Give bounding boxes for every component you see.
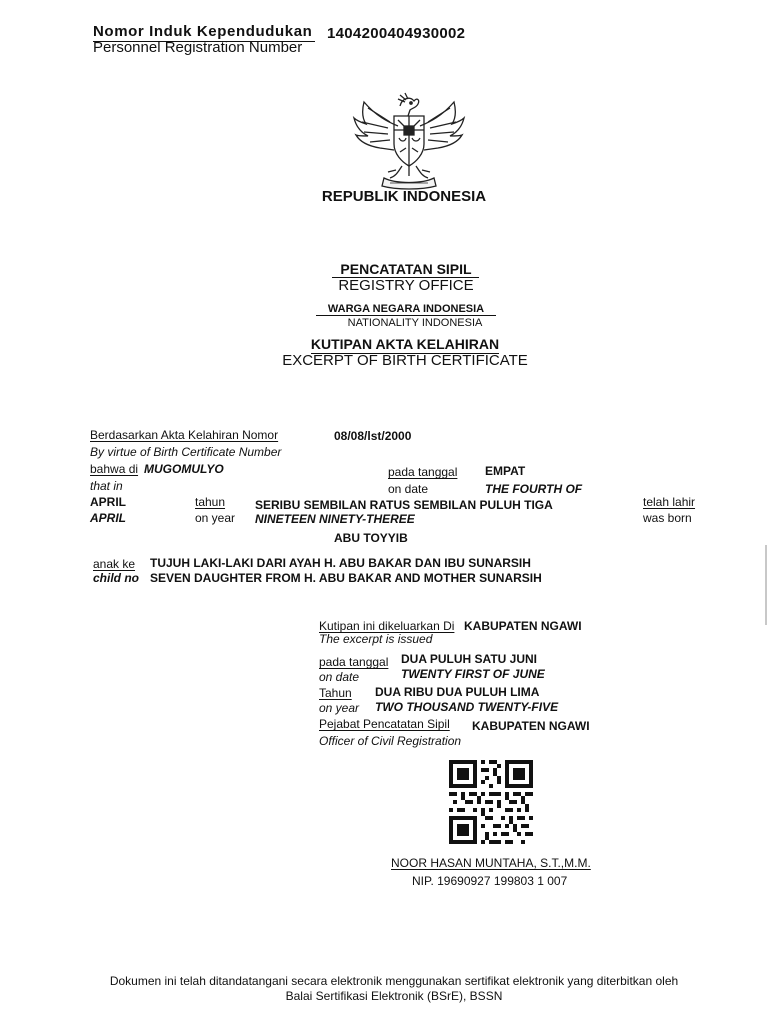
date-value: EMPAT	[485, 464, 526, 478]
year-label-en: on year	[195, 511, 236, 525]
footer-line-2: Balai Sertifikasi Elektronik (BSrE), BSSN	[285, 989, 503, 1003]
certificate-number: 08/08/lst/2000	[334, 429, 412, 443]
page-edge-mark	[765, 545, 767, 625]
born-label-en: was born	[643, 511, 692, 525]
country-title: REPUBLIK INDONESIA	[321, 188, 487, 205]
nik-value: 1404200404930002	[327, 25, 466, 42]
office-title: PENCATATAN SIPIL	[340, 261, 472, 277]
year-value: SERIBU SEMBILAN RATUS SEMBILAN PULUH TIGA	[255, 498, 553, 512]
year-label: tahun	[195, 495, 226, 509]
date-value-en: THE FOURTH OF	[485, 482, 583, 496]
nik-label: Nomor Induk Kependudukan	[93, 23, 313, 40]
place-label-en: that in	[90, 479, 123, 493]
footer-line-1: Dokumen ini telah ditandatangani secara elektronik menggunakan sertifikat elektronik yang diterbitkan oleh	[109, 974, 679, 988]
child-order-label: anak ke	[93, 557, 136, 571]
issue-year-value-en: TWO THOUSAND TWENTY-FIVE	[375, 700, 559, 714]
garuda-emblem-icon	[350, 92, 468, 190]
nationality-title: WARGA NEGARA INDONESIA	[327, 303, 485, 315]
issued-label-en: The excerpt is issued	[319, 632, 433, 646]
nationality-title-en: NATIONALITY INDONESIA	[347, 317, 483, 329]
signatory-name: NOOR HASAN MUNTAHA, S.T.,M.M.	[391, 856, 591, 870]
issue-year-label: Tahun	[319, 686, 352, 700]
date-label-en: on date	[388, 482, 429, 496]
signatory-nip: NIP. 19690927 199803 1 007	[412, 874, 568, 888]
month-value: APRIL	[90, 495, 126, 509]
place-value: MUGOMULYO	[144, 462, 224, 476]
office-title-en: REGISTRY OFFICE	[338, 277, 474, 294]
born-label: telah lahir	[643, 495, 696, 509]
nik-label-en: Personnel Registration Number	[93, 39, 303, 56]
issue-date-value-en: TWENTY FIRST OF JUNE	[401, 667, 545, 681]
officer-value: KABUPATEN NGAWI	[472, 719, 590, 733]
month-value-en: APRIL	[90, 511, 126, 525]
child-order-value-en: SEVEN DAUGHTER FROM H. ABU BAKAR AND MOTHER SUNARSIH	[150, 571, 542, 585]
issue-year-label-en: on year	[319, 701, 360, 715]
officer-label: Pejabat Pencatatan Sipil	[319, 717, 450, 731]
document-title-en: EXCERPT OF BIRTH CERTIFICATE	[282, 352, 528, 369]
nationality-underline	[316, 315, 496, 316]
child-order-label-en: child no	[93, 571, 139, 585]
issued-value: KABUPATEN NGAWI	[464, 619, 582, 633]
based-on-label-en: By virtue of Birth Certificate Number	[90, 445, 282, 459]
qr-code-icon	[449, 760, 533, 844]
child-order-value: TUJUH LAKI-LAKI DARI AYAH H. ABU BAKAR DAN IBU SUNARSIH	[150, 556, 531, 570]
based-on-label: Berdasarkan Akta Kelahiran Nomor	[90, 428, 279, 442]
issue-date-label-en: on date	[319, 670, 360, 684]
officer-label-en: Officer of Civil Registration	[319, 734, 462, 748]
date-label: pada tanggal	[388, 465, 458, 479]
year-value-en: NINETEEN NINETY-THEREE	[255, 512, 415, 526]
issue-date-value: DUA PULUH SATU JUNI	[401, 652, 538, 666]
issue-date-label: pada tanggal	[319, 655, 389, 669]
issued-label: Kutipan ini dikeluarkan Di	[319, 619, 455, 633]
issue-year-value: DUA RIBU DUA PULUH LIMA	[375, 685, 540, 699]
place-label: bahwa di	[90, 462, 139, 476]
document-title: KUTIPAN AKTA KELAHIRAN	[310, 336, 500, 352]
child-name: ABU TOYYIB	[334, 531, 408, 545]
